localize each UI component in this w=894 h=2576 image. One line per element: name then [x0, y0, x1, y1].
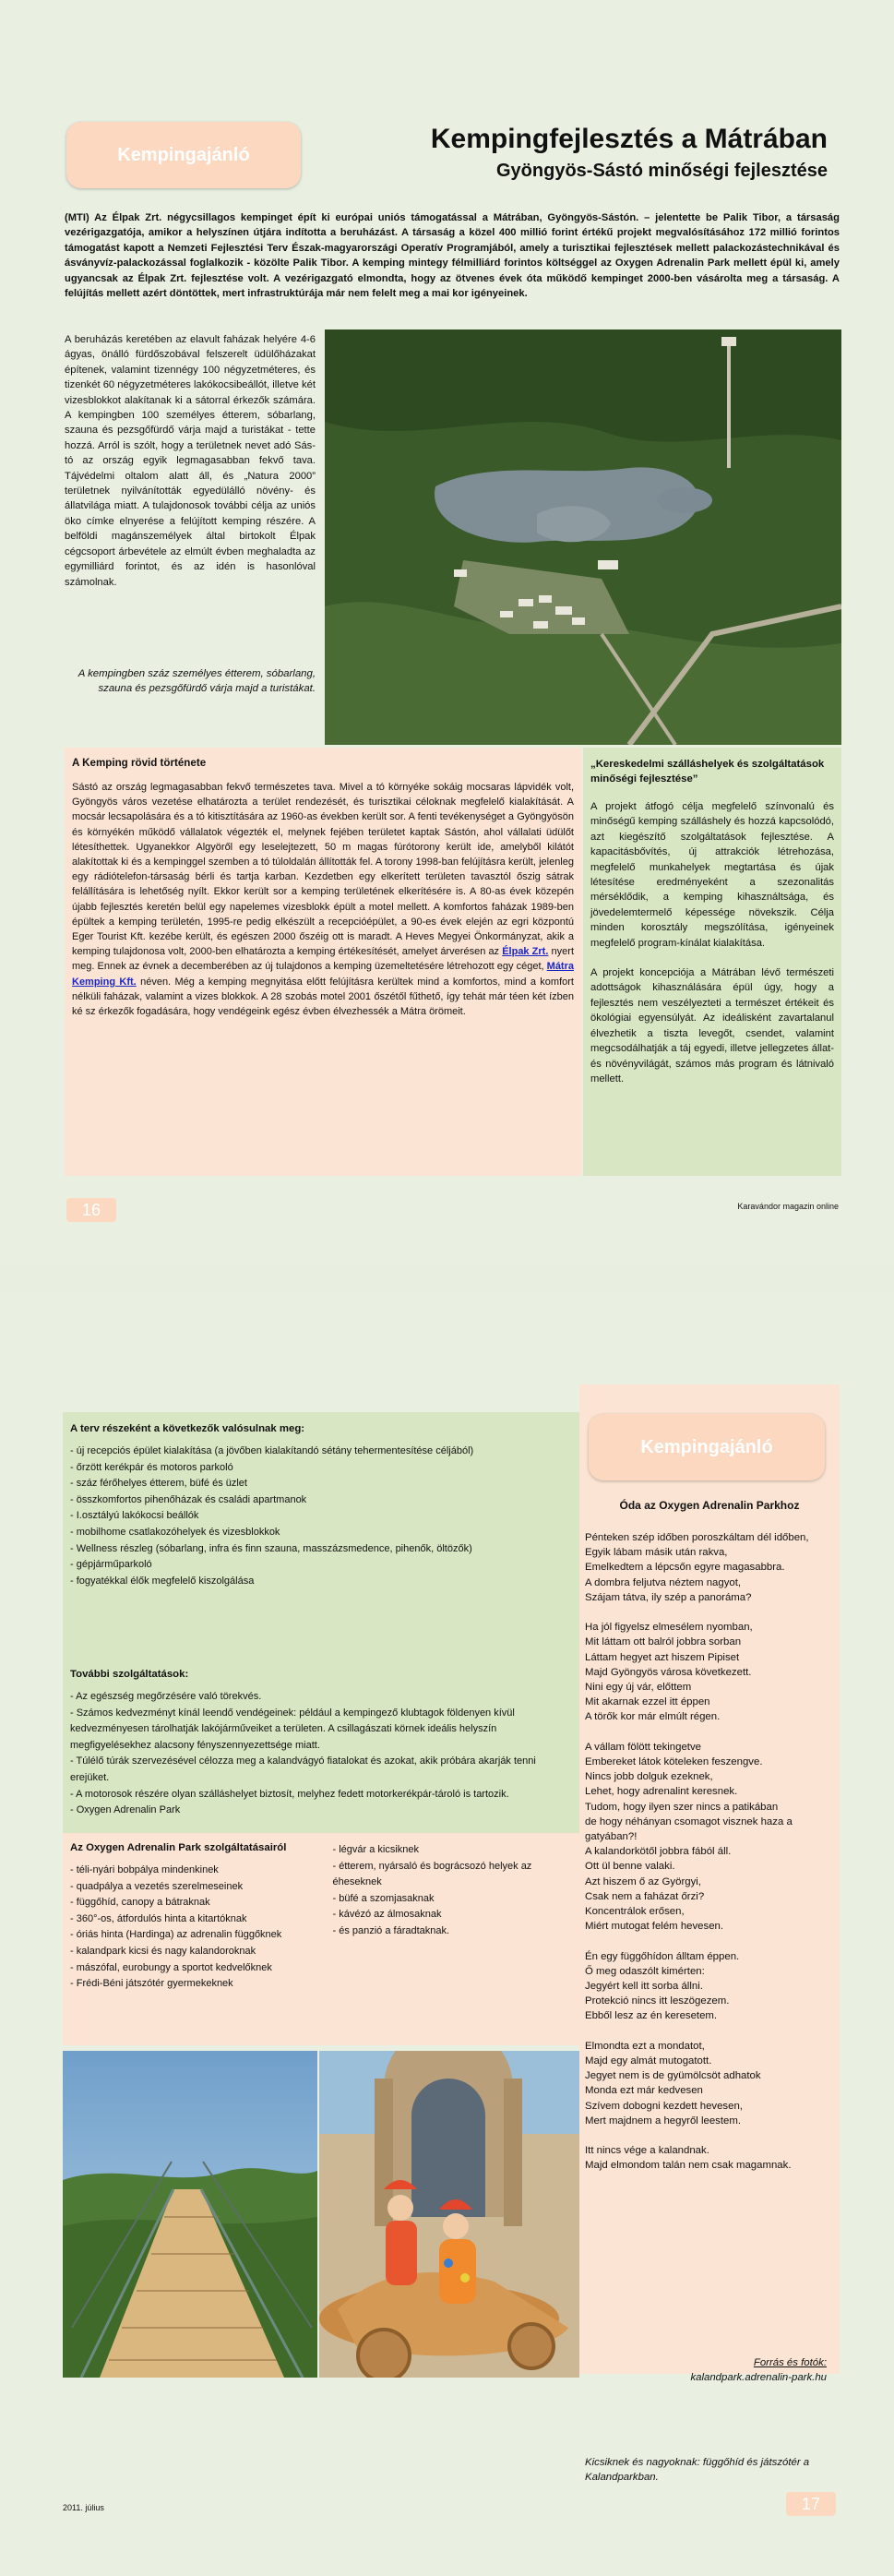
- poem-line-item: Mit láttam ott balról jobbra sorban: [585, 1636, 742, 1648]
- footer-date: 2011. július: [63, 2503, 104, 2512]
- matra-kemping-link[interactable]: Mátra Kemping Kft.: [72, 961, 574, 988]
- plan-list-item: - mobilhome csatlakozóhelyek és vizesblokkok: [70, 1526, 280, 1538]
- poem-line-item: Mert majdnem a hegyről leestem.: [585, 2115, 742, 2127]
- plan-list-item: - Wellness részleg (sóbarlang, infra és finn szauna, masszázsmedence, pihenők, öltözők): [70, 1542, 472, 1554]
- plan-list-item: - gépjárműparkoló: [70, 1559, 152, 1571]
- park-right-item: - büfé a szomjasaknak: [332, 1892, 435, 1904]
- poem-line-item: Nincs jobb dolguk ezeknek,: [585, 1771, 713, 1783]
- history-box: [65, 748, 581, 1176]
- section-badge-2-label: Kempingajánló: [640, 1437, 773, 1457]
- park-left-item: - quadpálya a vezetés szerelmeseinek: [70, 1880, 244, 1892]
- services-list-item: - A motorosok részére olyan szálláshelyet biztosít, melyhez fedett motorkerékpár-tároló is tartozik.: [70, 1788, 509, 1800]
- park-services-left: [70, 1842, 332, 1993]
- poem-line-item: Majd egy almát mutogatott.: [585, 2055, 712, 2067]
- poem-box: [579, 1384, 840, 2483]
- park-right-item: - kávézó az álmosaknak: [332, 1909, 442, 1921]
- magazine-page-17: [0, 1292, 894, 2576]
- poem-line-item: Ebből lesz az én keresetem.: [585, 2010, 718, 2022]
- poem-line-item: Én egy függőhídon álltam éppen.: [585, 1950, 740, 1962]
- history-text: [72, 780, 574, 1019]
- park-services-heading: Az Oxygen Adrenalin Park szolgáltatásairól: [70, 1842, 287, 1853]
- page-subtitle: Gyöngyös-Sástó minőségi fejlesztése: [496, 161, 828, 181]
- footer-magazine-name: Karavándor magazin online: [737, 1202, 839, 1211]
- page-title: Kempingfejlesztés a Mátrában: [430, 124, 828, 154]
- park-left-item: - Frédi-Béni játszótér gyermekeknek: [70, 1978, 233, 1990]
- poem-line-item: Ő meg odaszólt kimérten:: [585, 1965, 705, 1977]
- park-right-item: - étterem, nyársaló és bográcsozó helyek az éheseknek: [332, 1860, 532, 1888]
- poem-line-item: Embereket látok köteleken feszengve.: [585, 1756, 763, 1768]
- elpak-link[interactable]: Élpak Zrt.: [502, 946, 549, 958]
- park-right-item: - légvár a kicsiknek: [332, 1844, 420, 1855]
- plan-list: [70, 1444, 572, 1589]
- history-text-b: nyert meg. Ennek az évnek a decemberében az új tulajdonos a kemping üzemeltetésére létrehozott egy céget,: [72, 946, 574, 973]
- poem-line-item: Miért mutogat felém hevesen.: [585, 1921, 724, 1933]
- park-left-item: - mászófal, eurobungy a sportot kedvelőknek: [70, 1961, 272, 1973]
- poem-line-item: A törők kor már elmúlt régen.: [585, 1711, 721, 1723]
- poem-line-item: Protekció nincs itt leszögezem.: [585, 1995, 730, 2007]
- poem-line-item: Csak nem a faházat őrzi?: [585, 1890, 705, 1902]
- section-badge: [66, 122, 301, 188]
- plan-heading: A terv részeként a következők valósulnak meg:: [70, 1423, 305, 1434]
- park-left-item: - óriás hinta (Hardinga) az adrenalin függőknek: [70, 1929, 282, 1941]
- poem-line-item: Lehet, hogy adrenalint keresnek.: [585, 1786, 738, 1798]
- lead-paragraph: (MTI) Az Élpak Zrt. négycsillagos kempinget épít ki európai uniós támogatással a Mátrában, Gyöngyös-Sástón. – jelentette be Palik Tibor, a társaság vezérigazgatója, amikor a helyszínen útjára indította a beruházást. A társaság a közel 400 millió forint értékű projekt megvalósításához 172 millió forintos támogatást kapott a Nemzeti Fejlesztési Terv Észak-magyarországi Operatív Programjából, amely a turisztikai fejlesztések mellett palackozástechnikával és ásványvíz-palackozással foglalkozik - közölte Palik Tibor. A kemping mintegy félmilliárd forintos költséggel az Oxygen Adrenalin Park mellett épül ki, amely ugyancsak az Élpak Zrt. fejlesztése volt. A vezérigazgató elmondta, hogy az ötvenes évek óta működő kempinget 2000-ben vásárolta meg a társaság. A felújítás mellett azért döntöttek, mert infrastruktúrája már nem felelt meg a mai kor igényeinek.: [65, 212, 840, 300]
- plan-box: [63, 1412, 579, 1652]
- poem-line-item: Majd elmondom talán nem csak magamnak.: [585, 2160, 792, 2172]
- project-goal-p2: A projekt koncepciója a Mátrában lévő természeti adottságok kihasználására épül úgy, hogy a fejlesztés nem veszélyezteti a természet értékeit és ökológiai egyensúlyát. Az ideálisként zavartalanul élvezhetik a tiszta levegőt, csendet, valamint megcsodálhatják a táj egyedi, illetve jellegzetes állat- és növényvilágát, számos más program és látnivaló mellett.: [590, 967, 834, 1084]
- services-list-item: - Oxygen Adrenalin Park: [70, 1804, 181, 1816]
- section-badge-label: Kempingajánló: [117, 145, 250, 165]
- history-text-a: Sástó az ország legmagasabban fekvő természetes tava. Mivel a tó környéke sokáig mocsaras lápvidék volt, Gyöngyös város vezetése elhatározta a terület rendezését, és turisztikai céloknak megfelelő kialakítását. A mocsár lecsapolására és a tó kitisztítására az 1960-as években került sor. A fenti tevékenységet a Gyöngyösön és környékén működő vállalatok végezték el, melynek fejében területet kaptak Sástón, ahol vállalati üdülőt létesíthettek. Ugyanekkor Algyöről egy leselejtezett, 50 m magas fúrótorony került ide, amelyből kilátót alakítottak ki és a kempinggel szemben a tó túloldalán állították fel. A torony 1998-ban felújításra került, jelenleg egy rádiótelefon-társaság bérli és tartja karban. Kezdetben egy elkerített területen tavasztól őszig sátrak felállítására is lehetőség nyílt. Ekkor került sor a kemping területének elkerítésére is. A 80-as évek közepén újabb fejlesztés keretén belül egy napelemes vizesblokk épült a motel mellett. A komfortos faházak 1989-ben épültek a kemping területén, 1995-re pedig elkészült a recepcióépület, a 90-es évek elején az egri központú Eger Tourist Kft. kezébe került, és egészen 2000 őszéig ott is maradt. A Heves Megyei Önkormányzat, akik a kemping tulajdonosa volt, 2000-ben elhatározta a kemping értékesítését, amelyet árverésen az: [72, 782, 574, 958]
- plan-list-item: - fogyatékkal élők megfelelő kiszolgálása: [70, 1575, 255, 1587]
- history-text-c: néven. Még a kemping megnyitása előtt felújításra kerültek mind a komfortos, mind a komfort nélküli faházak, valamint a vizes blokkok. A 28 szobás motel 2001 őszétől fűthető, így tehát már téen két ízben ké sz érkezők fogadására, hogy vendégeink egész évben élvezhessék a Mátra örömeit.: [72, 976, 574, 1018]
- bridge-illustration: [63, 2051, 317, 2378]
- plan-list-item: - összkomfortos pihenőházak és családi apartmanok: [70, 1493, 307, 1505]
- poem-line-item: Ha jól figyelsz elmesélem nyomban,: [585, 1622, 753, 1634]
- poem-line-item: A dombra feljutva néztem nagyot,: [585, 1576, 742, 1588]
- credit-source: kalandpark.adrenalin-park.hu: [690, 2372, 827, 2383]
- poem-line-item: Láttam hegyet azt hiszem Pipiset: [585, 1651, 740, 1663]
- poem-line-item: Jegyet nem is de gyümölcsöt adhatok: [585, 2070, 761, 2082]
- services-list-item: - Túlélő túrák szervezésével célozza meg a kalandvágyó fiatalokat és azokat, akik próbára akarják tenni erejüket.: [70, 1755, 536, 1783]
- poem-line-item: Koncentrálok erősen,: [585, 1906, 685, 1918]
- services-list-item: - Az egészség megőrzésére való törekvés.: [70, 1691, 262, 1702]
- poem-line-item: Majd Gyöngyös városa következett.: [585, 1666, 752, 1678]
- poem-line-item: A vállam fölött tekingetve: [585, 1741, 701, 1753]
- services-list: [70, 1689, 572, 1819]
- poem-line-item: Pénteken szép időben poroszkáltam dél időben,: [585, 1532, 809, 1543]
- poem-line-item: Ott ül benne valaki.: [585, 1861, 675, 1873]
- photo-credit: [690, 2355, 827, 2385]
- poem-line-item: [585, 2024, 834, 2039]
- history-heading: A Kemping rövid története: [72, 757, 207, 769]
- poem-line-item: A kalandorkötől jobbra fából áll.: [585, 1846, 732, 1858]
- poem-line-item: [585, 1934, 834, 1948]
- poem-line-item: Jegyért kell itt sorba állni.: [585, 1981, 703, 1993]
- poem-line-item: [585, 1725, 834, 1740]
- plan-list-item: - száz férőhelyes étterem, büfé és üzlet: [70, 1478, 247, 1490]
- poem-text: [585, 1530, 834, 2174]
- services-list-item: - Számos kedvezményt kínál leendő vendégeinek: például a kempingező klubtagok földenyen kívül kedvezményesen tárolhatják lakójárműveiket a területen. A csillagászati körnek ideális helyszín megfigyelésekhez alacsony fényszennyezettsége miatt.: [70, 1707, 515, 1751]
- page-number: 16: [66, 1198, 116, 1222]
- park-left-list: [70, 1863, 332, 1993]
- poem-line-item: [585, 2128, 834, 2143]
- photos-caption: Kicsiknek és nagyoknak: függőhíd és játszótér a Kalandparkban.: [585, 2457, 810, 2483]
- page-number-2: 17: [786, 2492, 836, 2516]
- project-goal-heading: „Kereskedelmi szálláshelyek és szolgáltatások minőségi fejlesztése”: [590, 759, 825, 785]
- suspension-bridge-photo: [63, 2051, 317, 2378]
- aerial-camping-photo: [325, 329, 841, 745]
- poem-line-item: [585, 1605, 834, 1620]
- poem-line-item: Itt nincs vége a kalandnak.: [585, 2145, 709, 2157]
- plan-list-item: - új recepciós épület kialakítása (a jövőben kialakítandó sétány tehermentesítése céljából): [70, 1445, 474, 1456]
- park-services-right: [332, 1842, 572, 1993]
- park-left-item: - kalandpark kicsi és nagy kalandoroknak: [70, 1945, 256, 1957]
- plan-list-item: - őrzött kerékpár és motoros parkoló: [70, 1461, 233, 1473]
- poem-line-item: Szájam tátva, ily szép a panoráma?: [585, 1591, 752, 1603]
- poem-line-item: Mit akarnak ezzel itt éppen: [585, 1696, 710, 1708]
- credit-label: Forrás és fotók:: [753, 2357, 827, 2368]
- poem-line-item: Azt hiszem ő az Györgyi,: [585, 1875, 701, 1887]
- park-left-item: - téli-nyári bobpálya mindenkinek: [70, 1864, 219, 1875]
- project-goal-box: [583, 748, 841, 1176]
- magazine-page-16: [0, 0, 894, 1264]
- playground-illustration: [319, 2051, 579, 2378]
- playground-photo: [319, 2051, 579, 2378]
- poem-line-item: Emelkedtem a lépcsőn egyre magasabbra.: [585, 1562, 785, 1574]
- park-services-box: [63, 1833, 579, 2045]
- poem-line-item: Monda ezt már kedvesen: [585, 2085, 703, 2097]
- park-right-item: - és panzió a fáradtaknak.: [332, 1924, 450, 1936]
- poem-title: Óda az Oxygen Adrenalin Parkhoz: [619, 1499, 800, 1512]
- project-goal-p1: A projekt átfogó célja megfelelő színvonalú és minőségű kemping szálláshely és hozzá kapcsolódó, azt kiegészítő szolgáltatások fejlesztése. A kapacitásbővítés, új attrakciók létrehozása, megfelelő munkahelyek megtartása és újak létesítése eredményeként a szezonalitás mérséklődik, a kemping kihasználtsága, és jövedelemtermelő képessége növekszik. Célja minden korosztály megszólítása, igényeinek megfelelő program-kínálat kialakítása.: [590, 801, 834, 949]
- services-heading: További szolgáltatások:: [70, 1669, 189, 1680]
- poem-line-item: Egyik lábam másik után rakva,: [585, 1547, 728, 1559]
- services-box: [63, 1652, 579, 1833]
- park-left-item: - függőhíd, canopy a bátraknak: [70, 1897, 210, 1909]
- poem-line-item: Elmondta ezt a mondatot,: [585, 2040, 705, 2052]
- poem-line-item: Nini egy új vár, előttem: [585, 1682, 692, 1694]
- poem-line-item: Szívem dobogni kezdett hevesen,: [585, 2100, 743, 2112]
- aerial-photo-illustration: [325, 329, 841, 745]
- photo-caption: A kempingben száz személyes étterem, sóbarlang, szauna és pezsgőfürdő várja majd a turistákat.: [77, 668, 316, 694]
- article-column: A beruházás keretében az elavult faházak helyére 4-6 ágyas, önálló fürdőszobával felszerelt üdülőházakat építenek, valamint tizennégy 100 négyzetméteres, és tizenkét 60 négyzetméteres lakókocsibeállót, illetve két vizesblokkot alakítanak ki a sátorral érkezők számára. A kempingben 100 személyes étterem, sóbarlang, szauna és pezsgőfürdő várja majd a turistákat - tette hozzá. Arról is szólt, hogy a területnek nevet adó Sás-tó az ország egyik legmagasabban fekvő tava. Tájvédelmi oltalom alatt áll, és „Natura 2000” területnek nyilvánították egyedülálló növény- és állatvilága miatt. A tulajdonosok további célja az uniós öko címke elnyerése a felújított kemping részére. A belföldi magánszemélyek által birtokolt Élpak cégcsoport árbevétele az elmúlt évben meghaladta az egymilliárd forintot, és az idén is hasonlóval számolnak.: [65, 334, 316, 588]
- park-left-item: - 360°-os, átfordulós hinta a kitartóknak: [70, 1912, 247, 1924]
- section-badge-2: [589, 1414, 825, 1480]
- poem-line-item: de hogy néhányan csomagot visznek haza a gatyában?!: [585, 1815, 793, 1843]
- plan-list-item: - I.osztályú lakókocsi beállók: [70, 1510, 199, 1522]
- poem-line-item: Tudom, hogy ilyen szer nincs a patikában: [585, 1801, 779, 1813]
